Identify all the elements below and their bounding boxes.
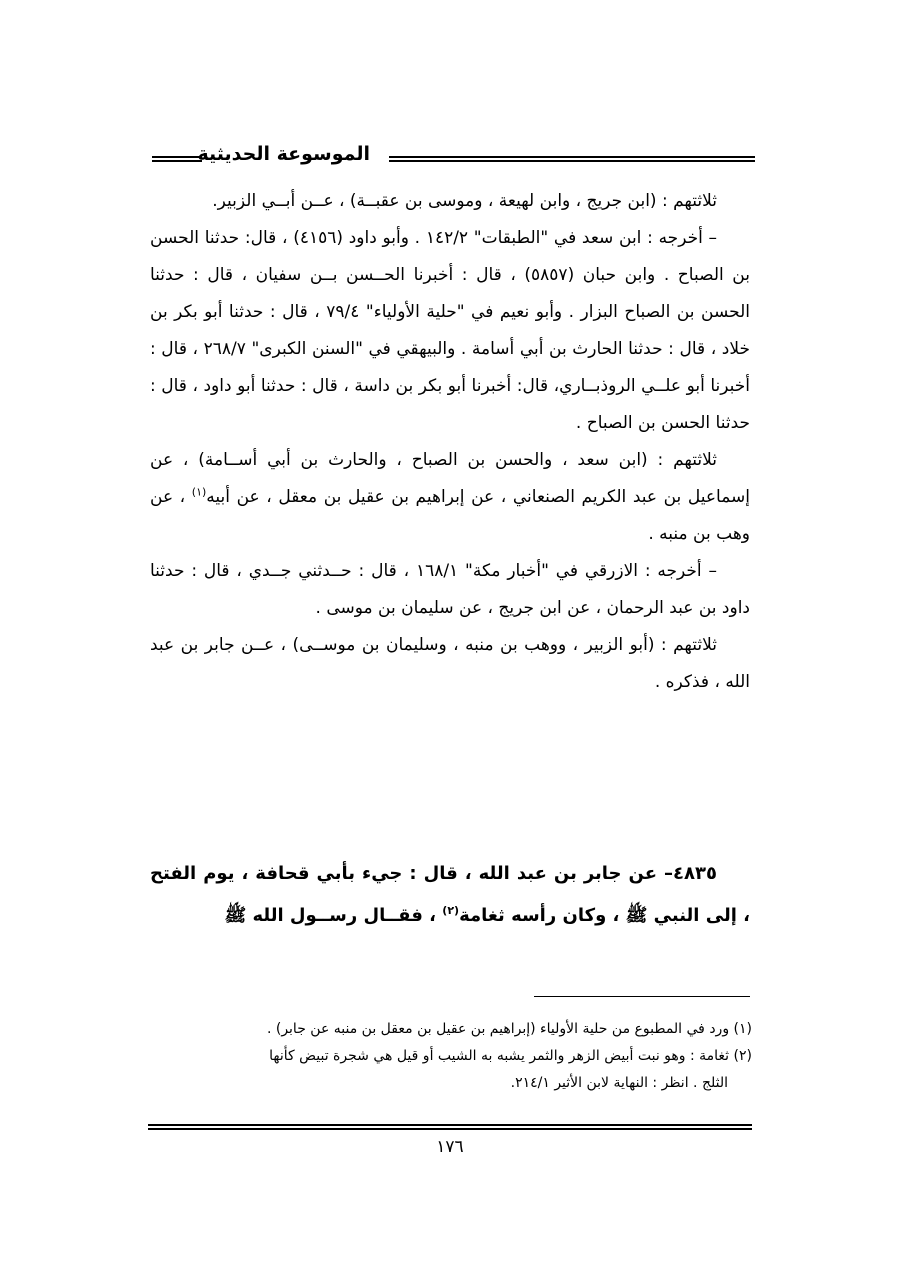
paragraph-3: [150, 442, 750, 553]
paragraph-2: – أخرجه : ابن سعد في "الطبقات" ١٤٢/٢ . وأبو داود (٤١٥٦) ، قال: حدثنا الحسن بن الصباح . وابن حبان (٥٨٥٧) ، قال : أخبرنا الحــسن بــن سفيان ، قال : حدثنا الحسن بن الصباح البزار . وأبو نعيم في "حلية الأولياء" ٧٩/٤ ، قال : حدثنا أبو بكر بن خلاد ، قال : حدثنا الحارث بن أبي أسامة . والبيهقي في "السنن الكبرى" ٢٦٨/٧ ، قال : أخبرنا أبو علــي الروذبــاري، قال: أخبرنا أبو بكر بن داسة ، قال : حدثنا أبو داود ، قال : حدثنا الحسن بن الصباح .: [150, 228, 750, 433]
footer-rule: [148, 1124, 752, 1130]
hadith-text: [150, 853, 750, 937]
footnotes: [150, 1016, 752, 1097]
page-number: ١٧٦: [436, 1137, 464, 1157]
running-header: [152, 143, 755, 173]
header-rule-left: [152, 156, 202, 162]
header-title: الموسوعة الحديثية: [197, 143, 370, 165]
hadith-part-1: ٤٨٣٥– عن جابر بن عبد الله ، قال : جيء بأبي قحافة ، يوم الفتح ، إلى النبي ﷺ ، وكان رأسه ثغامة: [150, 863, 750, 926]
paragraph-4: – أخرجه : الازرقي في "أخبار مكة" ١٦٨/١ ، قال : حــدثني جــدي ، قال : حدثنا داود بن عبد الرحمان ، عن ابن جريج ، عن سليمان بن موسى .: [150, 561, 750, 618]
hadith-part-2: ، فقــال رســول الله ﷺ: [224, 905, 436, 926]
hadith-block: [150, 853, 750, 937]
footnote-separator: [534, 996, 750, 997]
footnote-2: (٢) ثغامة : وهو نبت أبيض الزهر والثمر يشبه به الشيب أو قيل هي شجرة تبيض كأنها: [269, 1048, 752, 1064]
header-rule-right: [389, 156, 755, 162]
footnote-ref-2[interactable]: (٢): [442, 904, 460, 917]
paragraph-5: ثلاثتهم : (أبو الزبير ، ووهب بن منبه ، وسليمان بن موســى) ، عــن جابر بن عبد الله ، فذكره .: [150, 635, 750, 692]
paragraph-1: ثلاثتهم : (ابن جريج ، وابن لهيعة ، وموسى بن عقبــة) ، عــن أبــي الزبير.: [212, 191, 717, 211]
footnote-1: (١) ورد في المطبوع من حلية الأولياء (إبراهيم بن عقيل بن معقل بن منبه عن جابر) .: [266, 1021, 752, 1037]
footnote-2-continuation: الثلج . انظر : النهاية لابن الأثير ٢١٤/١.: [510, 1075, 728, 1091]
body-text: [150, 183, 750, 701]
paragraph-3-tail: ، عن وهب بن منبه .: [150, 487, 750, 544]
paragraph-3-text: ثلاثتهم : (ابن سعد ، والحسن بن الصباح ، والحارث بن أبي أســامة) ، عن إسماعيل بن عبد الكريم الصنعاني ، عن إبراهيم بن عقيل بن معقل ، عن أبيه: [150, 450, 750, 507]
footnote-ref-1[interactable]: (١): [191, 485, 207, 499]
